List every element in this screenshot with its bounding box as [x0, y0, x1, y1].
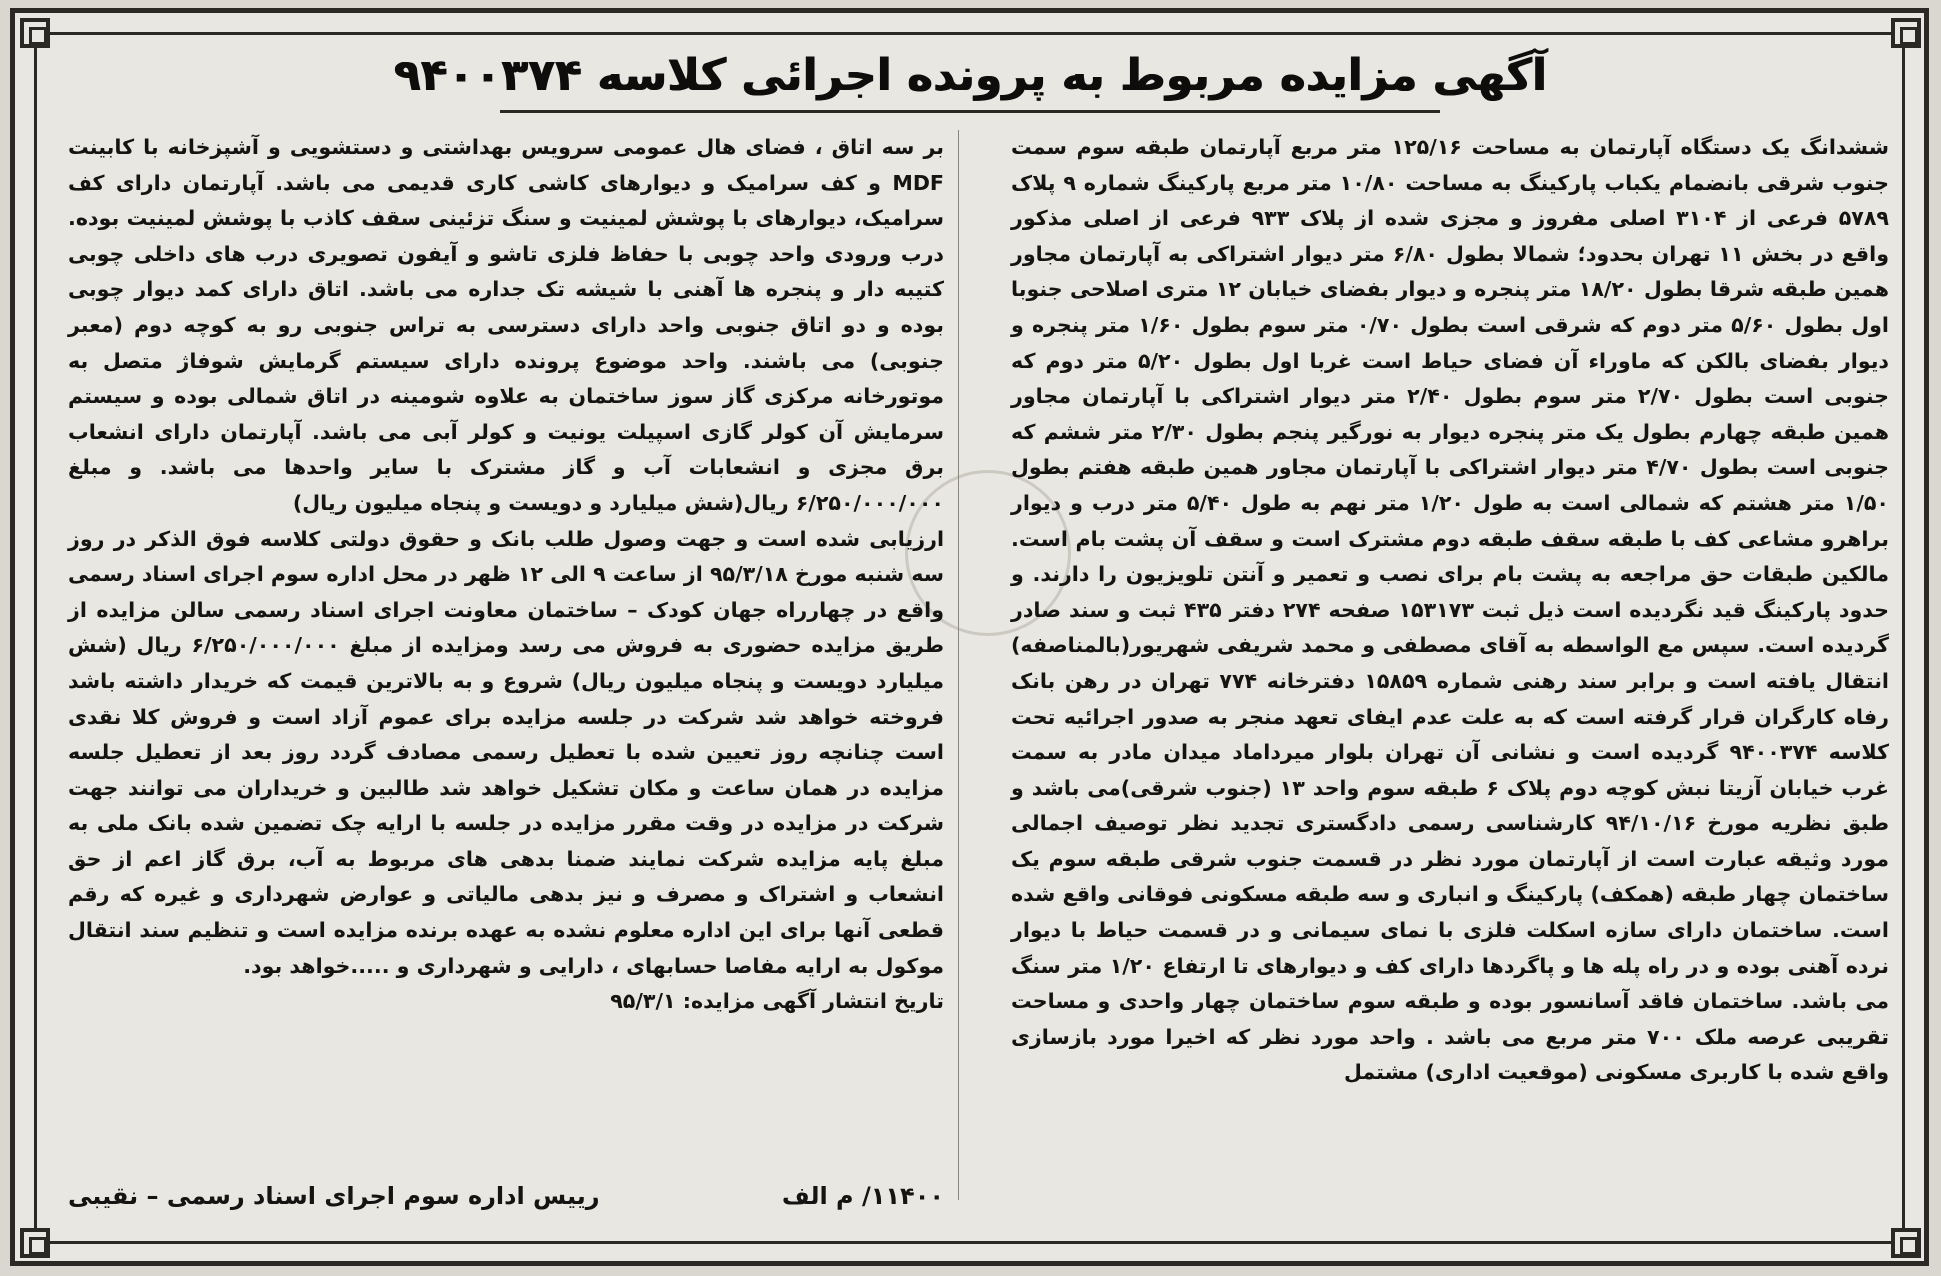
signature-line	[68, 1176, 944, 1216]
corner-ornament	[1891, 18, 1921, 48]
paragraph-property-description: ششدانگ یک دستگاه آپارتمان به مساحت ۱۲۵/۱۶ متر مربع آپارتمان طبقه سوم سمت جنوب شرقی بانضمام یکباب پارکینگ به مساحت ۱۰/۸۰ متر مربع پارکینگ شماره ۹ پلاک ۵۷۸۹ فرعی از ۳۱۰۴ اصلی مفروز و مجزی شده از پلاک ۹۳۳ فرعی از اصلی مذکور واقع در بخش ۱۱ تهران بحدود؛ شمالا بطول ۶/۸۰ متر دیوار اشتراکی به آپارتمان مجاور همین طبقه شرقا بطول ۱۸/۲۰ متر پنجره و دیوار بفضای خیابان ۱۲ متری اصلاحی جنوبا اول بطول ۵/۶۰ متر دوم که شرقی است بطول ۰/۷۰ متر سوم بطول ۱/۶۰ متر پنجره و دیوار بفضای بالکن که ماوراء آن فضای حیاط است غربا اول بطول ۵/۲۰ متر دوم که جنوبی است بطول ۲/۷۰ متر سوم بطول ۲/۴۰ متر دیوار اشتراکی با آپارتمان مجاور همین طبقه چهارم بطول یک متر پنجره دیوار به نورگیر پنجم بطول ۲/۳۰ متر ششم که جنوبی است بطول ۴/۷۰ متر دیوار اشتراکی با آپارتمان مجاور همین طبقه هفتم بطول ۱/۵۰ متر هشتم که شمالی است به طول ۱/۲۰ متر نهم به طول ۵/۴۰ متر درب و دیوار براهرو مشاعی کف با طبقه سقف طبقه دوم مشترک است و سقف آن پشت بام است. مالکین طبقات حق مراجعه به پشت بام برای نصب و تعمیر و آنتن تلویزیون را دارند. و حدود پارکینگ قید نگردیده است ذیل ثبت ۱۵۳۱۷۳ صفحه ۲۷۴ دفتر ۴۳۵ ثبت و سند صادر گردیده است. سپس مع الواسطه به آقای مصطفی و محمد شریفی شهریور(بالمناصفه) انتقال یافته است و برابر سند رهنی شماره ۱۵۸۵۹ دفترخانه ۷۷۴ تهران در رهن بانک رفاه کارگران قرار گرفته است که به علت عدم ایفای تعهد منجر به صدور اجرائیه تحت کلاسه ۹۴۰۰۳۷۴ گردیده است و نشانی آن تهران بلوار میرداماد میدان مادر به سمت غرب خیابان آزیتا نبش کوچه دوم پلاک ۶ طبقه سوم واحد ۱۳ (جنوب شرقی)می باشد و طبق نظریه مورخ ۹۴/۱۰/۱۶ کارشناسی رسمی دادگستری تجدید نظر توصیف اجمالی مورد وثیقه عبارت است از آپارتمان مورد نظر در قسمت جنوب شرقی طبقه سوم یک ساختمان چهار طبقه (همکف) پارکینگ و انباری و سه طبقه مسکونی فوقانی واقع شده است. ساختمان دارای سازه اسکلت فلزی با نمای سیمانی و در قسمت حیاط با دیوار نرده آهنی بوده و در راه پله ها و پاگردها دارای کف و دیوارهای تا ارتفاع ۱/۲۰ متر سنگ می باشد. ساختمان فاقد آسانسور بوده و طبقه سوم ساختمان چهار واحدی و مساحت تقریبی عرصه ملک ۷۰۰ متر مربع می باشد . واحد مورد نظر که اخیرا مورد بازسازی واقع شده با کاربری مسکونی (موقعیت اداری) مشتمل	[1011, 135, 1890, 1085]
left-column	[68, 130, 944, 1190]
right-column	[1011, 130, 1889, 1210]
reference-code: ۱۱۴۰۰/ م الف	[781, 1182, 944, 1210]
corner-ornament	[20, 1228, 50, 1258]
paragraph-auction-terms: ارزیابی شده است و جهت وصول طلب بانک و حقوق دولتی کلاسه فوق الذکر در روز سه شنبه مورخ ۹۵/۳/۱۸ از ساعت ۹ الی ۱۲ ظهر در محل اداره سوم اجرای اسناد رسمی واقع در چهارراه جهان کودک – ساختمان معاونت اجرای اسناد رسمی سالن مزایده از طریق مزایده حضوری به فروش می رسد ومزایده از مبلغ ۶/۲۵۰/۰۰۰/۰۰۰ ریال (شش میلیارد دویست و پنجاه میلیون ریال) شروع و به بالاترین قیمت که خریدار داشته باشد فروخته خواهد شد شرکت در جلسه مزایده برای عموم آزاد است و فروش کلا نقدی است چنانچه روز تعیین شده با تعطیل رسمی مصادف گردد روز بعد از تعطیل جلسه مزایده در همان ساعت و مکان تشکیل خواهد شد طالبین و خریداران می توانند جهت شرکت در مزایده در وقت مقرر مزایده در جلسه با ارایه چک تضمین شده بانک ملی به مبلغ پایه مزایده شرکت نمایند ضمنا بدهی های مربوط به آب، برق گاز اعم از حق انشعاب و اشتراک و مصرف و نیز بدهی مالیاتی و عوارض شهرداری و غیره که رقم قطعی آنها برای این اداره معلوم نشده به عهده برنده مزایده است و تنظیم سند انتقال موکول به ارایه مفاصا حسابهای ، دارایی و شهرداری و .....خواهد بود.	[68, 526, 945, 978]
corner-ornament	[1891, 1228, 1921, 1258]
column-divider	[958, 130, 959, 1200]
corner-ornament	[20, 18, 50, 48]
title-divider	[500, 110, 1440, 113]
publish-date: تاریخ انتشار آگهی مزایده: ۹۵/۳/۱	[610, 989, 944, 1014]
signatory: رییس اداره سوم اجرای اسناد رسمی – نقیبی	[68, 1182, 600, 1210]
header	[393, 30, 1547, 120]
page-title: آگهی مزایده مربوط به پرونده اجرائی کلاسه ۹۴۰۰۳۷۴	[393, 49, 1547, 101]
paragraph-unit-description: بر سه اتاق ، فضای هال عمومی سرویس بهداشتی و دستشویی و آشپزخانه با کابینت MDF و کف سرامیک و دیوارهای کاشی کاری قدیمی می باشد. آپارتمان دارای کف سرامیک، دیوارهای با پوشش لمینیت و سنگ تزئینی سقف کاذب با پوشش لمینیت بوده. درب ورودی واحد چوبی با حفاظ فلزی تاشو و آیفون تصویری درب های داخلی چوبی کتیبه دار و پنجره ها آهنی با شیشه تک جداره می باشد. اتاق دارای کمد دیوار چوبی بوده و دو اتاق جنوبی واحد دارای دسترسی به تراس جنوبی رو به کوچه دوم (معبر جنوبی) می باشند. واحد موضوع پرونده دارای سیستم گرمایش شوفاژ متصل به موتورخانه مرکزی گاز سوز ساختمان به علاوه شومینه در اتاق شمالی بوده و سیستم سرمایش آن کولر گازی اسپیلت یونیت و کولر آبی می باشد. آپارتمان دارای انشعاب برق مجزی و انشعابات آب و گاز مشترک با سایر واحدها می باشد. و مبلغ ۶/۲۵۰/۰۰۰/۰۰۰ ریال(شش میلیارد و دویست و پنجاه میلیون ریال)	[68, 135, 944, 515]
